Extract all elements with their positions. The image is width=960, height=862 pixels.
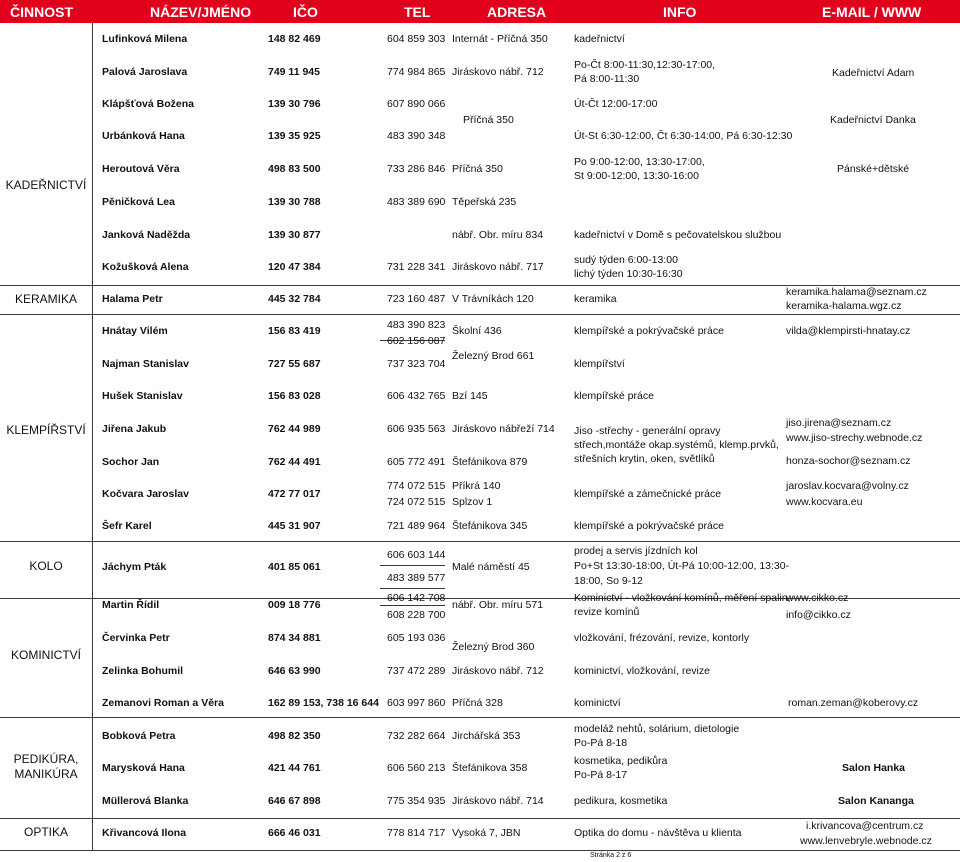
category-kolo: KOLO [29, 559, 63, 573]
row-tel: 724 072 515 [387, 496, 446, 508]
row-info: Po-Pá 8-18 [574, 737, 628, 749]
row-tel: 737 472 289 [387, 665, 446, 677]
cell-divider [380, 605, 445, 606]
row-ico: 162 89 153, 738 16 644 [268, 697, 379, 709]
row-info: lichý týden 10:30-16:30 [574, 268, 683, 280]
row-info: klempířské a pokrývačské práce [574, 520, 724, 532]
column-divider [92, 23, 93, 850]
row-tel: 774 072 515 [387, 480, 446, 492]
col-header-tel: TEL [404, 4, 431, 20]
row-address: Železný Brod 661 [452, 350, 535, 362]
row-ico: 646 67 898 [268, 795, 321, 807]
row-tel: 733 286 846 [387, 163, 446, 175]
row-web: Salon Kananga [838, 795, 914, 807]
row-address: Vysoká 7, JBN [452, 827, 521, 839]
row-address: Bzí 145 [452, 390, 488, 402]
row-name: Urbánková Hana [102, 130, 185, 142]
row-email[interactable]: honza-sochor@seznam.cz [786, 455, 911, 467]
row-ico: 139 30 796 [268, 98, 321, 110]
row-address: Jiráskovo nábřeží 714 [452, 423, 555, 435]
row-address: Školní 436 [452, 325, 502, 337]
row-ico: 156 83 419 [268, 325, 321, 337]
row-ico: 120 47 384 [268, 261, 321, 273]
row-name: Pěničková Lea [102, 196, 175, 208]
row-address: nábř. Obr. míru 834 [452, 229, 544, 241]
row-address: Štefánikova 879 [452, 456, 528, 468]
row-tel: 606 142 708 [387, 592, 446, 604]
category-keramika: KERAMIKA [14, 292, 77, 306]
row-tel: 778 814 717 [387, 827, 446, 839]
row-email[interactable]: keramika.halama@seznam.cz [786, 286, 927, 298]
row-address: Jiráskovo nábř. 717 [452, 261, 544, 273]
row-name: Hušek Stanislav [102, 390, 183, 402]
row-ico: 498 83 500 [268, 163, 321, 175]
category-kominictvi: KOMINICTVÍ [10, 648, 81, 662]
row-info: Út-St 6:30-12:00, Čt 6:30-14:00, Pá 6:30-12:30 [574, 130, 793, 142]
row-address: Železný Brod 360 [452, 641, 535, 653]
row-info: prodej a servis jízdních kol [574, 545, 698, 557]
row-ico: 445 31 907 [268, 520, 321, 532]
col-header-name: NÁZEV/JMÉNO [150, 4, 252, 20]
row-name: Zelinka Bohumil [102, 665, 184, 677]
row-ico: 646 63 990 [268, 665, 321, 677]
row-info: St 9:00-12:00, 13:30-16:00 [574, 170, 699, 182]
row-web[interactable]: keramika-halama.wgz.cz [786, 300, 902, 312]
row-name: Klápšťová Božena [102, 98, 194, 110]
row-name: Müllerová Blanka [102, 795, 189, 807]
category-kadernictvi: KADEŘNICTVÍ [5, 178, 87, 192]
row-ico: 727 55 687 [268, 358, 321, 370]
row-info: Po-Pá 8-17 [574, 769, 628, 781]
row-email[interactable]: jaroslav.kocvara@volny.cz [786, 480, 909, 492]
row-info: střech,montáže okap.systémů, klemp.prvků, [574, 439, 779, 451]
row-ico: 156 83 028 [268, 390, 321, 402]
row-info: Po+St 13:30-18:00, Út-Pá 10:00-12:00, 13:30- [574, 560, 790, 572]
cell-divider [380, 565, 445, 566]
row-tel: 606 560 213 [387, 762, 446, 774]
row-info: Po 9:00-12:00, 13:30-17:00, [574, 156, 705, 168]
row-name: Kočvara Jaroslav [102, 488, 189, 500]
separator [0, 717, 960, 718]
row-tel: 483 389 577 [387, 572, 446, 584]
row-tel: 731 228 341 [387, 261, 446, 273]
row-name: Jiřena Jakub [102, 423, 167, 435]
row-address: Internát - Příčná 350 [452, 33, 548, 45]
row-tel: 606 432 765 [387, 390, 446, 402]
row-address: Štefánikova 345 [452, 520, 528, 532]
col-header-info: INFO [663, 4, 697, 20]
separator [0, 850, 960, 851]
row-info: střešních krytin, oken, světlíků [574, 453, 715, 465]
row-email[interactable]: roman.zeman@koberovy.cz [788, 697, 919, 709]
row-address: Štefánikova 358 [452, 762, 528, 774]
row-email[interactable]: jiso.jirena@seznam.cz [786, 417, 892, 429]
row-name: Hnátay Vilém [102, 325, 168, 337]
row-ico: 749 11 945 [268, 66, 320, 78]
row-ico: 874 34 881 [268, 632, 321, 644]
row-name: Halama Petr [102, 293, 163, 305]
row-address: Splzov 1 [452, 496, 493, 508]
row-email[interactable]: i.krivancova@centrum.cz [806, 820, 924, 832]
row-tel: 605 193 036 [387, 632, 446, 644]
row-tel: 737 323 704 [387, 358, 446, 370]
row-ico: 009 18 776 [268, 599, 321, 611]
row-tel: 774 984 865 [387, 66, 446, 78]
row-tel: 606 603 144 [387, 549, 446, 561]
row-email[interactable]: info@cikko.cz [786, 609, 851, 621]
row-ico: 666 46 031 [268, 827, 321, 839]
row-tel: 483 389 690 [387, 196, 446, 208]
row-tel: 483 390 348 [387, 130, 446, 142]
row-info: kadeřnictví v Domě s pečovatelskou službou [574, 229, 782, 241]
row-web: Kadeřnictví Adam [832, 67, 915, 79]
row-tel: 608 228 700 [387, 609, 446, 621]
row-name: Marysková Hana [102, 762, 185, 774]
category-optika: OPTIKA [23, 825, 68, 839]
header-bar [0, 0, 960, 23]
row-tel: 603 997 860 [387, 697, 446, 709]
row-name: Heroutová Věra [102, 163, 180, 175]
row-info: Pá 8:00-11:30 [574, 73, 640, 85]
row-address: Příčná 350 [463, 114, 514, 126]
row-info: 18:00, So 9-12 [574, 575, 643, 587]
cell-divider [380, 588, 445, 589]
row-ico: 445 32 784 [268, 293, 321, 305]
row-info: Optika do domu - návštěva u klienta [574, 827, 742, 839]
row-address: Těpeřská 235 [452, 196, 517, 208]
row-ico: 472 77 017 [268, 488, 321, 500]
row-name: Kožušková Alena [102, 261, 189, 273]
row-info: revize komínů [574, 606, 640, 618]
row-info: Kominictví - vložkování komínů, měření spalin, [574, 592, 791, 604]
row-info: klempířské a zámečnické práce [574, 488, 722, 500]
row-address: Jiráskovo nábř. 712 [452, 665, 544, 677]
row-info: Po-Čt 8:00-11:30,12:30-17:00, [574, 59, 716, 71]
col-header-ico: IČO [293, 4, 318, 20]
row-email[interactable]: vilda@klempirsti-hnatay.cz [786, 325, 911, 337]
row-web[interactable]: www.lenvebryle.webnode.cz [800, 835, 932, 847]
row-info: Jiso -střechy - generální opravy [574, 425, 721, 437]
row-web: Pánské+dětské [837, 163, 910, 175]
row-info: kosmetika, pedikůra [574, 755, 668, 767]
row-web: Kadeřnictví Danka [830, 114, 916, 126]
row-address: V Trávníkách 120 [452, 293, 534, 305]
row-info: sudý týden 6:00-13:00 [574, 254, 678, 266]
row-ico: 421 44 761 [268, 762, 321, 774]
row-address: Jiráskovo nábř. 714 [452, 795, 544, 807]
row-ico: 148 82 469 [268, 33, 321, 45]
row-tel: 732 282 664 [387, 730, 446, 742]
row-ico: 139 35 925 [268, 130, 321, 142]
row-name: Červinka Petr [102, 632, 170, 644]
row-info: kominictví, vložkování, revize [574, 665, 710, 677]
row-name: Křivancová Ilona [102, 827, 187, 839]
row-address: Jirchářská 353 [452, 730, 521, 742]
row-tel: 602 156 087 [387, 335, 446, 347]
row-info: klempířské a pokrývačské práce [574, 325, 724, 337]
row-tel: 721 489 964 [387, 520, 446, 532]
row-name: Sochor Jan [102, 456, 160, 468]
row-name: Lufinková Milena [102, 33, 188, 45]
row-tel: 605 772 491 [387, 456, 446, 468]
row-name: Šefr Karel [102, 520, 152, 532]
row-tel: 604 859 303 [387, 33, 446, 45]
row-info: keramika [574, 293, 617, 305]
row-ico: 762 44 491 [268, 456, 321, 468]
row-address: Příčná 350 [452, 163, 503, 175]
row-name: Najman Stanislav [102, 358, 189, 370]
row-web[interactable]: www.cikko.cz [786, 592, 849, 604]
row-info: kadeřnictví [574, 33, 625, 45]
separator [0, 314, 960, 315]
separator [0, 818, 960, 819]
separator [0, 541, 960, 542]
row-web: Salon Hanka [842, 762, 906, 774]
row-address: Příkrá 140 [452, 480, 501, 492]
row-tel: 606 935 563 [387, 423, 446, 435]
row-address: Malé náměstí 45 [452, 561, 530, 573]
row-ico: 762 44 989 [268, 423, 321, 435]
row-info: Út-Čt 12:00-17:00 [574, 98, 658, 110]
row-info: vložkování, frézování, revize, kontorly [574, 632, 750, 644]
row-ico: 498 82 350 [268, 730, 321, 742]
row-info: klempířství [574, 358, 625, 370]
row-tel: 483 390 823 [387, 319, 446, 331]
row-ico: 139 30 788 [268, 196, 321, 208]
row-name: Zemanovi Roman a Věra [102, 697, 224, 709]
row-tel: 723 160 487 [387, 293, 446, 305]
row-tel: 775 354 935 [387, 795, 446, 807]
col-header-address: ADRESA [487, 4, 547, 20]
row-name: Janková Naděžda [102, 229, 191, 241]
row-address: Jiráskovo nábř. 712 [452, 66, 544, 78]
row-web[interactable]: www.kocvara.eu [786, 496, 863, 508]
row-info: kominictví [574, 697, 621, 709]
row-web[interactable]: www.jiso-strechy.webnode.cz [786, 432, 923, 444]
row-address: Příčná 328 [452, 697, 503, 709]
row-name: Bobková Petra [102, 730, 176, 742]
row-tel: 607 890 066 [387, 98, 446, 110]
row-ico: 139 30 877 [268, 229, 321, 241]
page-footer: Stránka 2 z 6 [590, 852, 632, 859]
row-info: klempířské práce [574, 390, 654, 402]
col-header-email: E-MAIL / WWW [822, 4, 922, 20]
row-name: Jáchym Pták [102, 561, 167, 573]
row-address: nábř. Obr. míru 571 [452, 599, 544, 611]
category-klempirstvi: KLEMPÍŘSTVÍ [6, 423, 86, 437]
category-pedikura: MANIKÚRA [14, 767, 78, 781]
col-header-cinnost: ČINNOST [10, 4, 73, 20]
row-info: modeláž nehtů, solárium, dietologie [574, 723, 740, 735]
row-info: pedikura, kosmetika [574, 795, 668, 807]
row-name: Palová Jaroslava [102, 66, 188, 78]
row-name: Martin Řídil [102, 599, 160, 611]
category-pedikura: PEDIKÚRA, [13, 752, 79, 766]
row-ico: 401 85 061 [268, 561, 321, 573]
